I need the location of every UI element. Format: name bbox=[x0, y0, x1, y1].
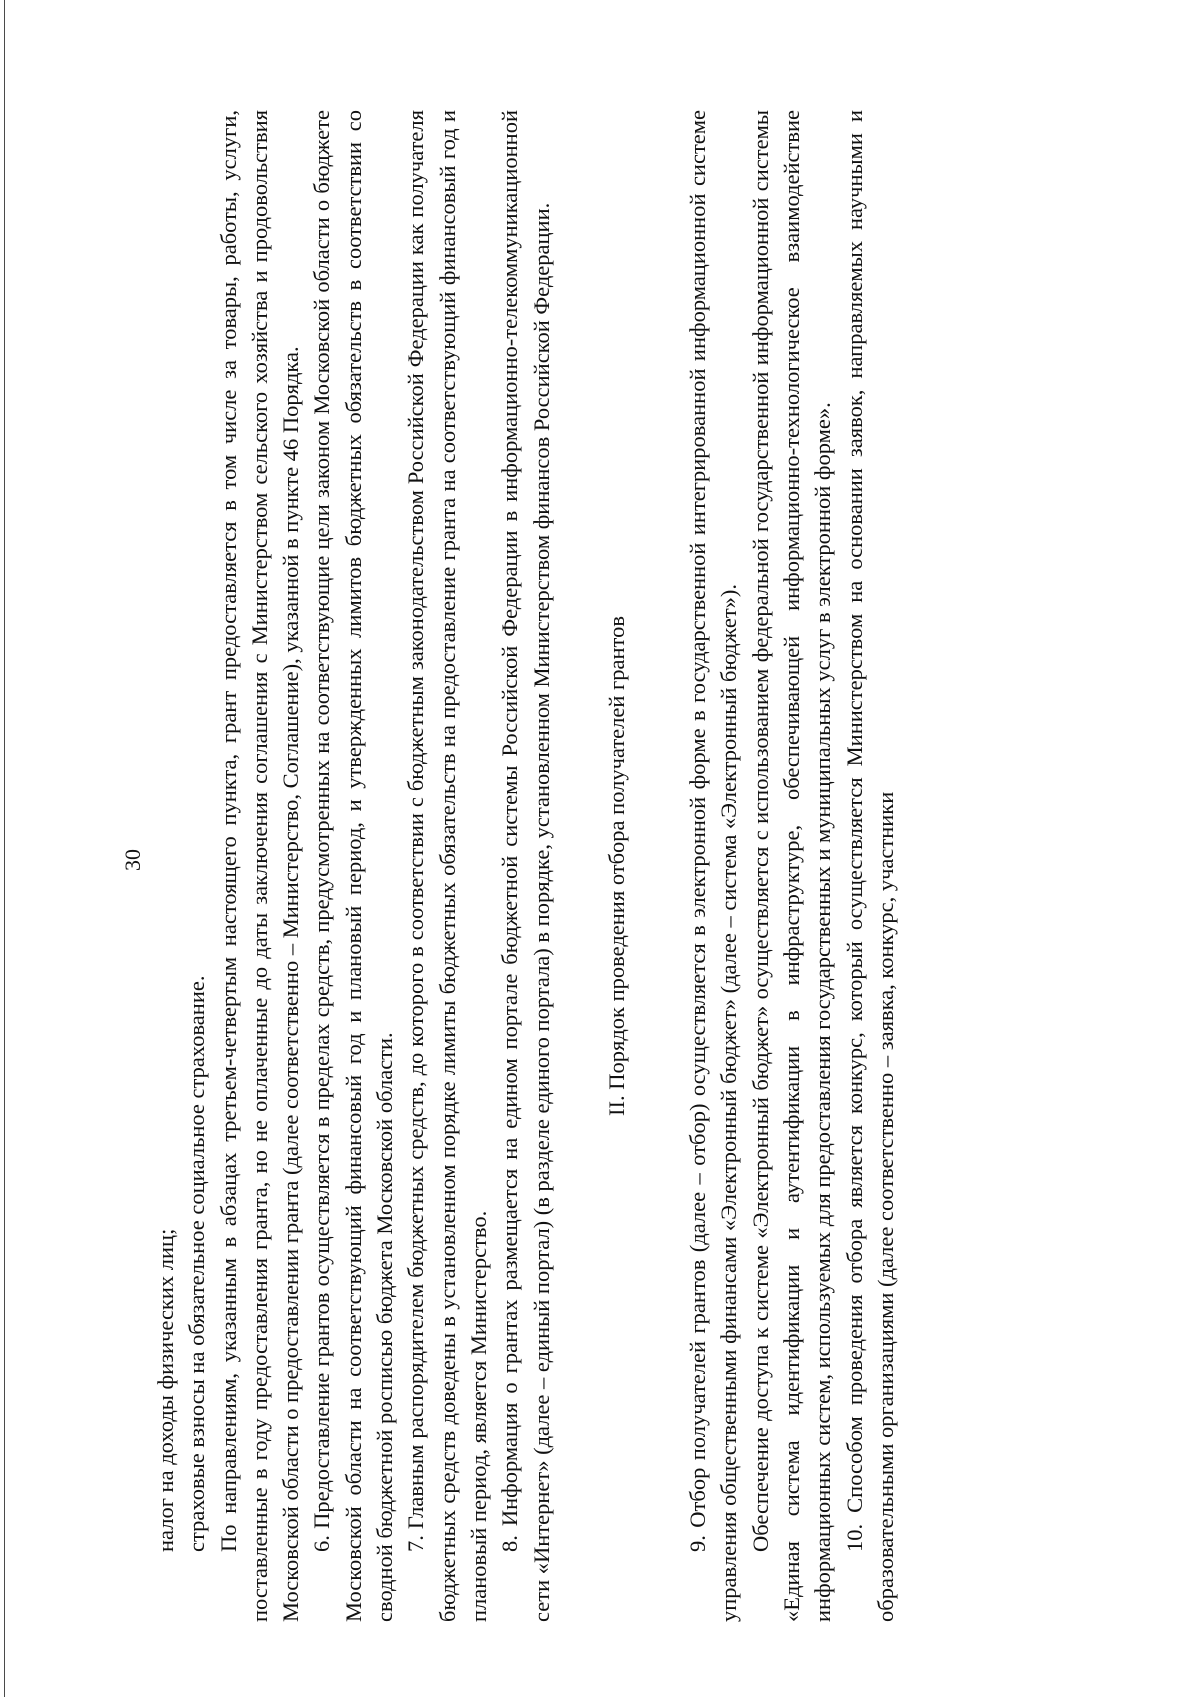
paragraph-tax-item: налог на доходы физических лиц; bbox=[153, 1228, 178, 1552]
rotated-sheet bbox=[120, 80, 1000, 1640]
paragraph-clause-6: 6. Предоставление грантов осуществляется в пределах средств, предусмотренных на соответствующие цели законом Московской области о бюджете Московской области на соответствующий финансовый год и плановый период, и утвержденных лимитов бюджетных обязательств в соответствии со сводной бюджетной росписью бюджета Московской области. bbox=[309, 110, 398, 1622]
paragraph-clause-10: 10. Способом проведения отбора является конкурс, который осуществляется Министерством на основании заявок, направляемых научными и образовательными организациями (далее соответственно – заявка, конкурс, участники bbox=[841, 110, 898, 1622]
paragraph-clause-8: 8. Информация о грантах размещается на едином портале бюджетной системы Российской Федерации в информационно-телекоммуникационной сети «Интернет» (далее – единый портал) (в разделе единого портала) в порядке, установленном Министерством финансов Российской Федерации. bbox=[497, 110, 554, 1622]
section-title: II. Порядок проведения отбора получателей грантов bbox=[603, 616, 629, 1116]
page-number: 30 bbox=[120, 849, 145, 871]
paragraph-access: Обеспечение доступа к системе «Электронный бюджет» осуществляется с использованием федеральной государственной информационной системы «Единая система идентификации и аутентификации в инфраструктуре, обеспечивающей информационно-технологическое взаимодействие информационных систем, используемых для предоставления государственных и муниципальных услуг в электронной форме». bbox=[747, 110, 836, 1622]
document-body bbox=[150, 110, 901, 1622]
paragraph-clause-9: 9. Отбор получателей грантов (далее – отбор) осуществляется в электронной форме в государственной интегрированной информационной системе управления общественными финансами «Электронный бюджет» (далее – система «Электронный бюджет»). bbox=[685, 110, 742, 1622]
paragraph-directions: По направлениям, указанным в абзацах третьем-четвертым настоящего пункта, грант предоставляется в том числе за товары, работы, услуги, поставленные в году предоставления гранта, но не оплаченные до даты заключения соглашения с Министерством сельского хозяйства и продовольствия Московской области о предоставлении гранта (далее соответственно – Министерство, Соглашение), указанной в пункте 46 Порядка. bbox=[215, 110, 304, 1622]
paragraph-clause-7: 7. Главным распорядителем бюджетных средств, до которого в соответствии с бюджетным законодательством Российской Федерации как получателя бюджетных средств доведены в установленном порядке лимиты бюджетных обязательств на предоставление гранта на соответствующий финансовый год и плановый период, является Министерство. bbox=[403, 110, 491, 1622]
page-edge-line bbox=[4, 0, 5, 1697]
paragraph-insurance-item: страховые взносы на обязательное социальное страхование. bbox=[184, 975, 210, 1552]
